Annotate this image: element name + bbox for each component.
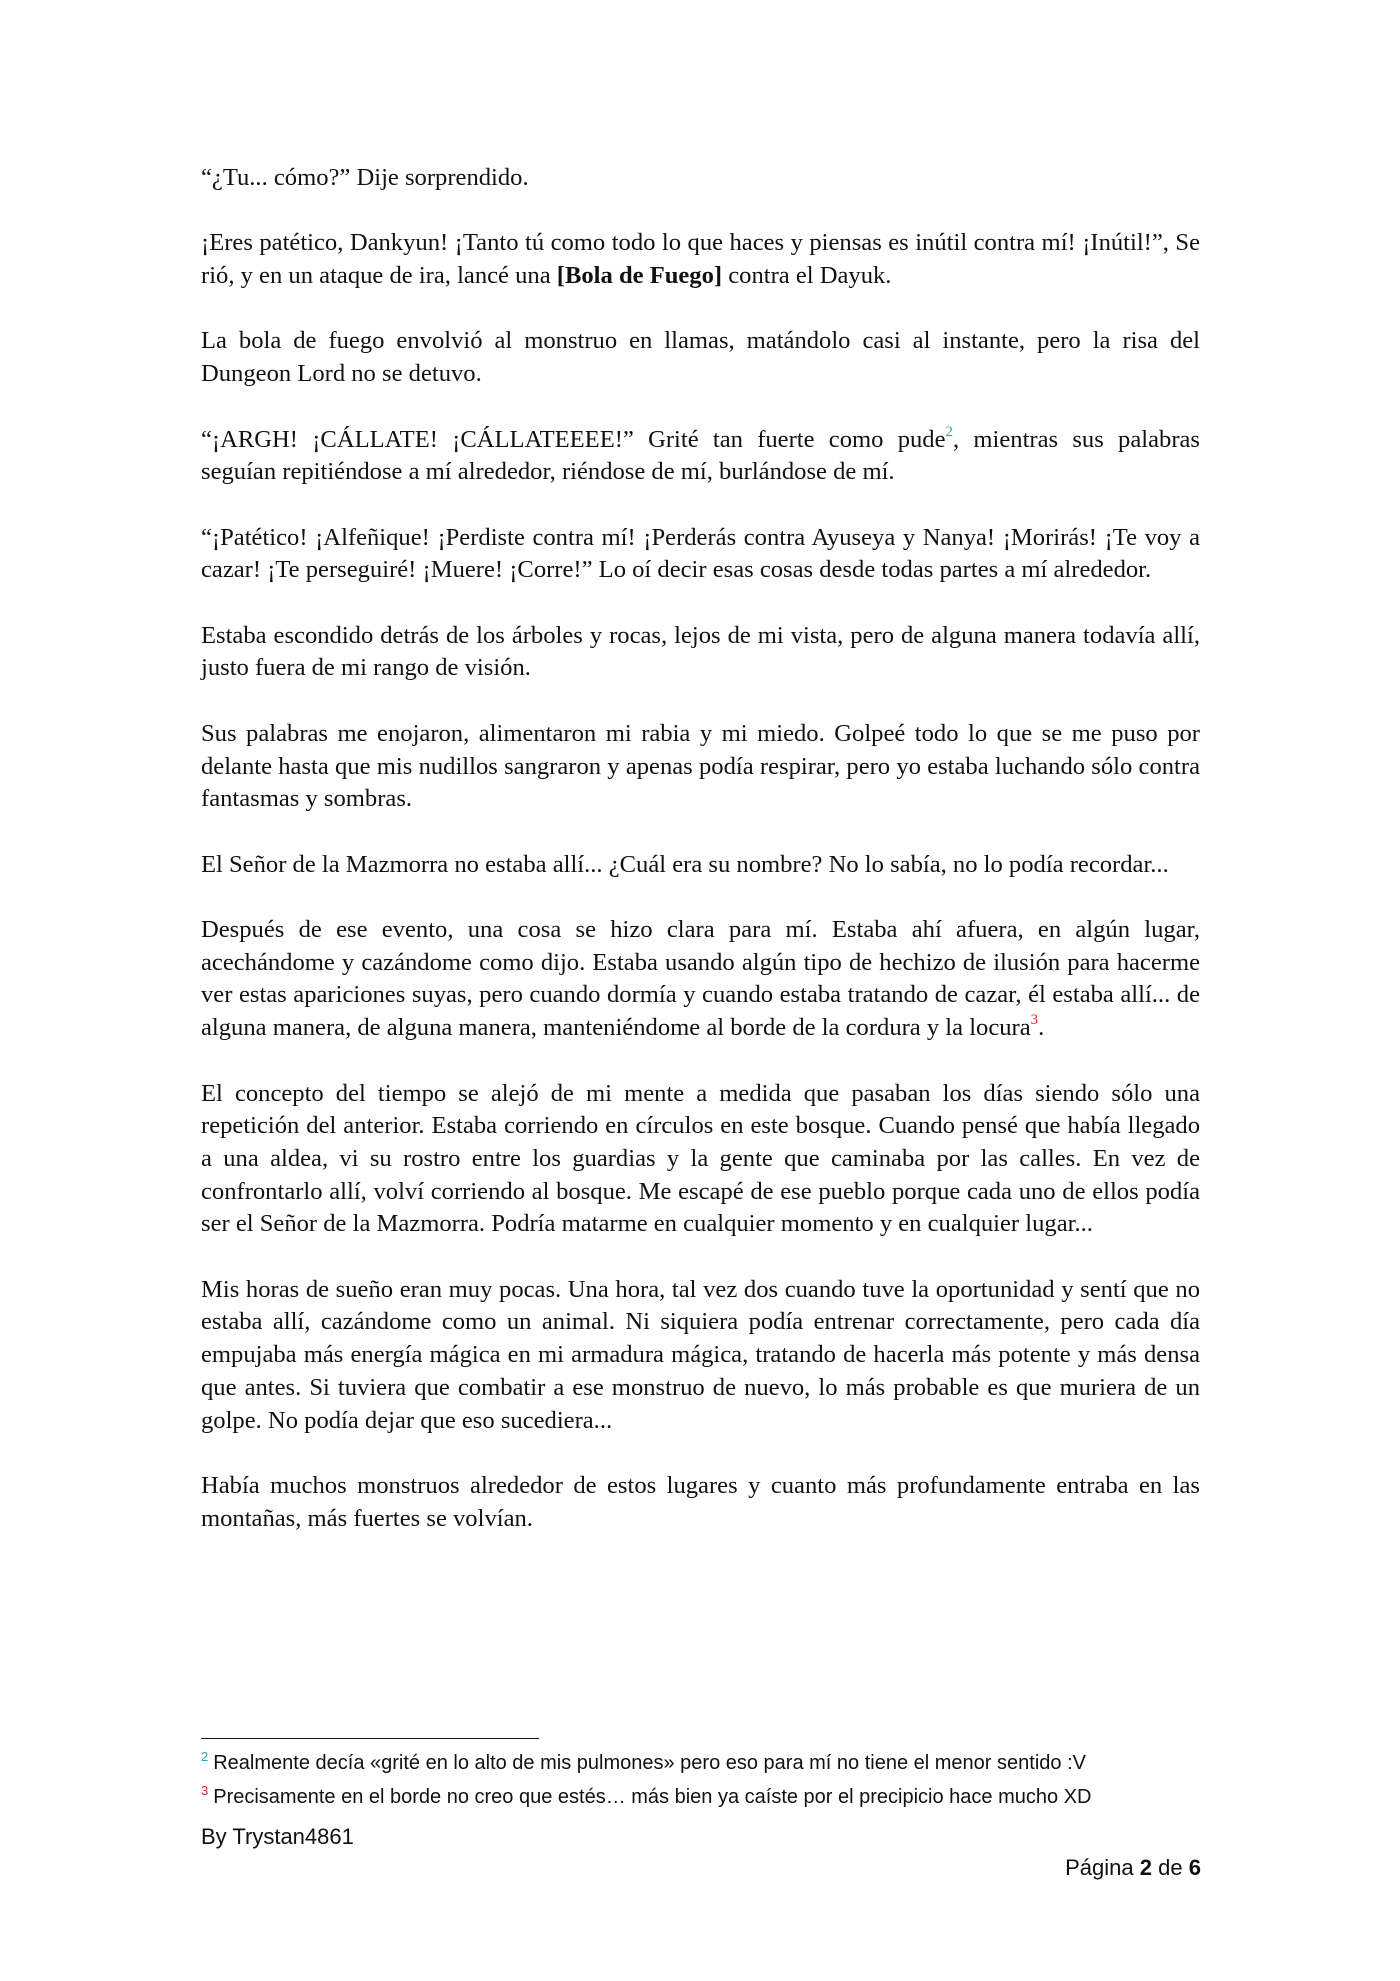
paragraph: El Señor de la Mazmorra no estaba allí... ¿Cuál era su nombre? No lo sabía, no lo podía recordar... <box>201 850 1169 878</box>
paragraph: Sus palabras me enojaron, alimentaron mi rabia y mi miedo. Golpeé todo lo que se me puso por delante hasta que mis nudillos sangraron y apenas podía respirar, pero yo estaba luchando sólo contra fantasmas y sombras. <box>201 719 1200 813</box>
footnote-divider <box>201 1738 539 1739</box>
paragraph: Después de ese evento, una cosa se hizo clara para mí. Estaba ahí afuera, en algún lugar, acechándome y cazándome como dijo. Estaba usando algún tipo de hechizo de ilusión para hacerme ver estas apariciones suyas, pero cuando dormía y cuando estaba tratando de cazar, él estaba allí... de alguna manera, de alguna manera, manteniéndome al borde de la cordura y la locura$^3$. <box>201 916 1200 1042</box>
paragraph: Había muchos monstruos alrededor de estos lugares y cuanto más profundamente entraba en las montañas, más fuertes se volvían. <box>201 1471 1200 1532</box>
footnote-number: 2 <box>201 1749 209 1764</box>
paragraph: “¿Tu... cómo?” Dije sorprendido. <box>201 164 529 191</box>
footnote-text: Precisamente en el borde no creo que estés… más bien ya caíste por el precipicio hace mucho XD <box>213 1786 1092 1808</box>
paragraph: Estaba escondido detrás de los árboles y rocas, lejos de mi vista, pero de alguna manera todavía allí, justo fuera de mi rango de visión. <box>201 621 1200 682</box>
footnote-number: 3 <box>201 1783 209 1798</box>
footnote-text: Realmente decía «grité en lo alto de mis pulmones» pero eso para mí no tiene el menor sentido :V <box>213 1752 1086 1774</box>
paragraph: Mis horas de sueño eran muy pocas. Una hora, tal vez dos cuando tuve la oportunidad y sentí que no estaba allí, cazándome como un animal. Ni siquiera podía entrenar correctamente, pero cada día empujaba más energía mágica en mi armadura mágica, tratando de hacerla más potente y más densa que antes. Si tuviera que combatir a ese monstruo de nuevo, lo más probable es que muriera de un golpe. No podía dejar que eso sucediera... <box>201 1275 1200 1434</box>
footnote-2 <box>201 1747 1201 1781</box>
paragraph: ¡Eres patético, Dankyun! ¡Tanto tú como todo lo que haces y piensas es inútil contra mí! ¡Inútil!”, Se rió, y en un ataque de ira, lancé una [Bola de Fuego] contra el Dayuk. <box>201 229 1200 290</box>
total-pages: 6 <box>1188 1855 1201 1880</box>
paragraph: “¡Patético! ¡Alfeñique! ¡Perdiste contra mí! ¡Perderás contra Ayuseya y Nanya! ¡Morirás! ¡Te voy a cazar! ¡Te perseguiré! ¡Muere! ¡Corre!” Lo oí decir esas cosas desde todas partes a mí alrededor. <box>201 523 1200 584</box>
footnotes <box>201 1747 1201 1815</box>
page-number: Página 2 de 6 <box>1065 1855 1201 1880</box>
author-byline: By Trystan4861 <box>201 1824 354 1849</box>
paragraph: La bola de fuego envolvió al monstruo en llamas, matándolo casi al instante, pero la risa del Dungeon Lord no se detuvo. <box>201 327 1200 388</box>
footnote-3 <box>201 1781 1201 1815</box>
paragraph: “¡ARGH! ¡CÁLLATE! ¡CÁLLATEEEE!” Grité tan fuerte como pude$^2$, mientras sus palabras seguían repitiéndose a mí alrededor, riéndose de mí, burlándose de mí. <box>201 423 1200 486</box>
body-text <box>201 162 1200 1535</box>
paragraph: El concepto del tiempo se alejó de mi mente a medida que pasaban los días siendo sólo una repetición del anterior. Estaba corriendo en círculos en este bosque. Cuando pensé que había llegado a una aldea, vi su rostro entre los guardias y la gente que caminaba por las calles. En vez de confrontarlo allí, volví corriendo al bosque. Me escapé de ese pueblo porque cada uno de ellos podía ser el Señor de la Mazmorra. Podría matarme en cualquier momento y en cualquier lugar... <box>201 1079 1200 1238</box>
footnote-ref-3[interactable]: 3 <box>1030 1012 1039 1029</box>
current-page: 2 <box>1139 1855 1153 1880</box>
footnote-ref-2[interactable]: 2 <box>945 423 953 440</box>
spell-name: [Bola de Fuego] <box>556 262 723 290</box>
